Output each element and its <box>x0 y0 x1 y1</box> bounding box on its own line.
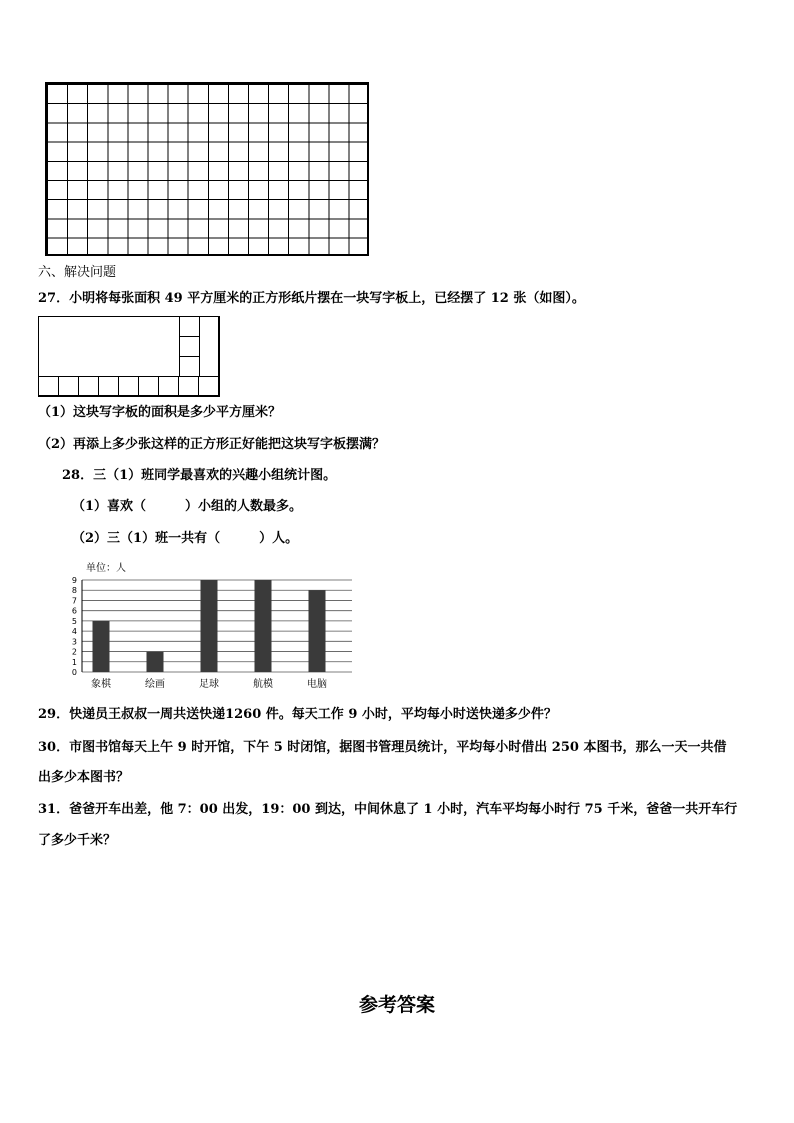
paper-square <box>179 356 200 377</box>
y-tick-label: 1 <box>71 657 77 667</box>
board-column <box>199 316 220 377</box>
question-28-part1: （1）喜欢（ ）小组的人数最多。 <box>72 499 303 514</box>
bar-chart-svg <box>62 560 362 692</box>
paper-square <box>38 376 59 397</box>
x-category-label: 足球 <box>199 679 219 690</box>
bar-4 <box>255 580 272 672</box>
paper-square <box>58 376 79 397</box>
y-tick-label: 3 <box>71 637 77 647</box>
y-tick-label: 9 <box>71 576 77 585</box>
y-tick-label: 5 <box>71 616 77 626</box>
question-28-part2: （2）三（1）班一共有（ ）人。 <box>72 531 299 546</box>
grid-paper <box>45 82 369 256</box>
y-tick-label: 7 <box>71 596 77 606</box>
paper-square <box>178 376 199 397</box>
paper-square <box>179 316 200 337</box>
y-tick-label: 2 <box>71 647 77 657</box>
bar-3 <box>201 580 218 672</box>
question-27: 27．小明将每张面积 49 平方厘米的正方形纸片摆在一块写字板上，已经摆了 12 张（如图）。 <box>38 291 585 306</box>
x-category-label: 绘画 <box>145 679 165 690</box>
question-27-part2: （2）再添上多少张这样的正方形正好能把这块写字板摆满？ <box>38 437 386 452</box>
paper-square <box>198 376 220 397</box>
question-31-line1: 31．爸爸开车出差，他 7：00 出发，19：00 到达，中间休息了 1 小时，汽车平均每小时行 75 千米，爸爸一共开车行 <box>38 802 738 817</box>
question-27-part1: （1）这块写字板的面积是多少平方厘米？ <box>38 405 282 420</box>
writing-board-diagram <box>38 316 219 396</box>
question-29: 29．快递员王叔叔一周共送快递1260 件。每天工作 9 小时，平均每小时送快递多少件？ <box>38 707 557 722</box>
paper-square <box>138 376 159 397</box>
section-title: 六、解决问题 <box>38 265 117 280</box>
bar-5 <box>309 590 326 672</box>
y-tick-label: 0 <box>71 668 77 677</box>
x-category-label: 航模 <box>253 679 273 690</box>
y-tick-label: 6 <box>71 606 77 616</box>
question-30-line2: 出多少本图书？ <box>38 770 130 785</box>
paper-square <box>78 376 99 397</box>
y-tick-label: 4 <box>71 627 77 637</box>
answer-section-title: 参考答案 <box>358 994 435 1016</box>
interest-group-chart <box>62 560 362 692</box>
paper-square <box>98 376 119 397</box>
x-category-label: 象棋 <box>91 679 111 690</box>
question-28: 28．三（1）班同学最喜欢的兴趣小组统计图。 <box>62 468 337 483</box>
paper-square <box>158 376 179 397</box>
y-tick-label: 8 <box>71 586 77 596</box>
bar-2 <box>147 652 164 672</box>
x-category-label: 电脑 <box>307 679 327 690</box>
question-30-line1: 30．市图书馆每天上午 9 时开馆，下午 5 时闭馆，据图书管理员统计，平均每小时借出 250 本图书，那么一天一共借 <box>38 740 727 755</box>
paper-square <box>179 336 200 357</box>
chart-unit-label: 单位：人 <box>86 563 126 574</box>
bar-1 <box>93 621 110 672</box>
paper-square <box>118 376 139 397</box>
question-31-line2: 了多少千米？ <box>38 833 117 848</box>
